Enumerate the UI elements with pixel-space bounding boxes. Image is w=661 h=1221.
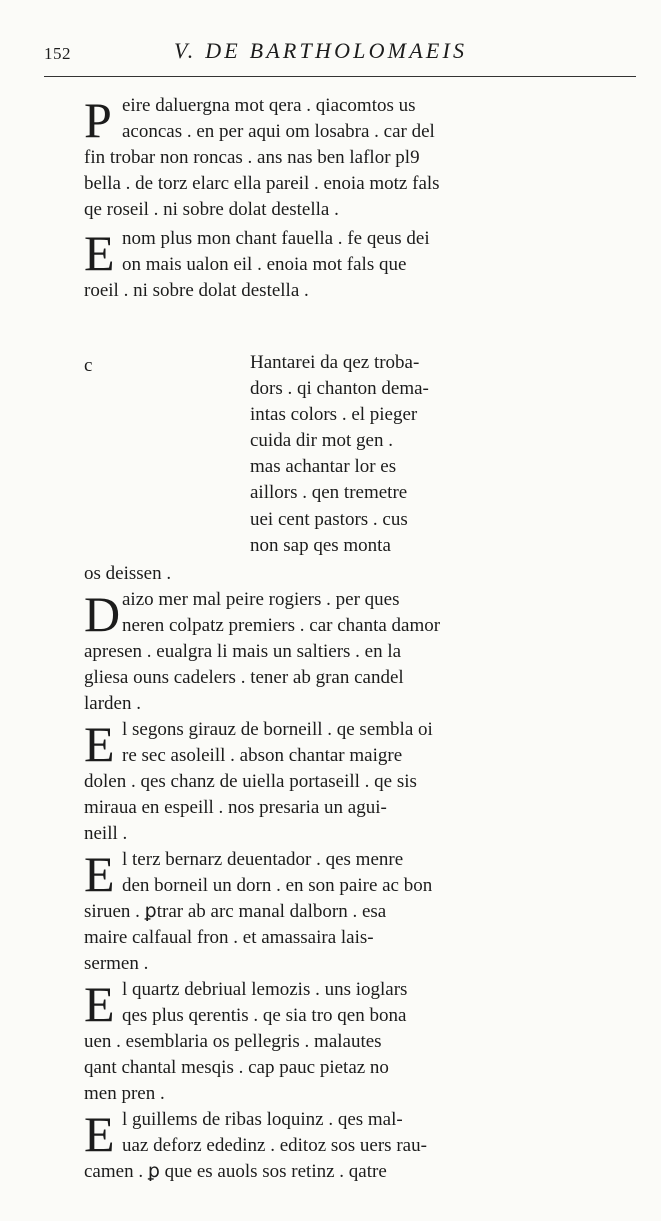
text-line: uei cent pastors . cus — [250, 508, 408, 530]
text-line: maire calfaual fron . et amassaira lais- — [84, 927, 374, 948]
text-line: l quartz debriual lemozis . uns ioglars — [122, 979, 408, 1000]
text-line: on mais ualon eil . enoia mot fals que — [122, 254, 407, 275]
text-line: aconcas . en per aqui om losabra . car del — [122, 121, 435, 142]
text-line: aizo mer mal peire rogiers . per ques — [122, 589, 400, 610]
text-line: miraua en espeill . nos presaria un agui- — [84, 797, 387, 818]
text-line: nom plus mon chant fauella . fe qeus dei — [122, 228, 430, 249]
text-line: larden . — [84, 693, 141, 714]
stanza-7 — [84, 1107, 564, 1185]
text-line: intas colors . el pieger — [250, 404, 418, 426]
drop-initial: E — [84, 846, 115, 902]
initial-placeholder: c — [84, 355, 93, 376]
text-line: os deissen . — [84, 563, 172, 584]
verse-block — [250, 350, 429, 559]
text-line: cuida dir mot gen . — [250, 430, 393, 452]
page-number: 152 — [44, 44, 71, 63]
stanza-4 — [84, 717, 564, 847]
drop-initial: D — [84, 586, 121, 642]
text-line: gliesa ouns cadelers . tener ab gran candel — [84, 667, 404, 688]
header-rule — [44, 76, 636, 77]
text-line: apresen . eualgra li mais un saltiers . en la — [84, 641, 402, 662]
text-line: men pren . — [84, 1083, 165, 1104]
text-line: qant chantal mesqis . cap pauc pietaz no — [84, 1057, 389, 1078]
text-line: eire daluergna mot qera . qiacomtos us — [122, 95, 416, 116]
text-line: dolen . qes chanz de uiella portaseill . qe sis — [84, 771, 417, 792]
drop-initial: P — [84, 92, 112, 148]
stanza-2 — [84, 226, 564, 304]
text-line: roeil . ni sobre dolat destella . — [84, 280, 309, 301]
page-header — [44, 38, 636, 68]
text-line: bella . de torz elarc ella pareil . enoia motz fals — [84, 173, 440, 194]
text-line: qe roseil . ni sobre dolat destella . — [84, 199, 339, 220]
text-line: non sap qes monta — [250, 534, 391, 556]
text-line: neren colpatz premiers . car chanta damor — [122, 615, 441, 636]
running-head: V. DE BARTHOLOMAEIS — [174, 38, 468, 63]
text-line: uaz deforz ededinz . editoz sos uers rau- — [122, 1135, 427, 1156]
text-line: l terz bernarz deuentador . qes menre — [122, 849, 404, 870]
text-line: qes plus qerentis . qe sia tro qen bona — [122, 1005, 407, 1026]
text-line: mas achantar lor es — [250, 456, 397, 478]
text-line: camen . ꝑ que es auols sos retinz . qatre — [84, 1161, 387, 1182]
text-line: den borneil un dorn . en son paire ac bon — [122, 875, 433, 896]
text-line: aillors . qen tremetre — [250, 482, 408, 504]
text-line: neill . — [84, 823, 128, 844]
stanza-6 — [84, 977, 564, 1107]
text-line: dors . qi chanton dema- — [250, 378, 429, 400]
drop-initial: E — [84, 225, 115, 281]
stanza-5 — [84, 847, 564, 977]
text-line: re sec asoleill . abson chantar maigre — [122, 745, 403, 766]
text-line: l segons girauz de borneill . qe sembla oi — [122, 719, 433, 740]
stanza-1 — [84, 93, 564, 223]
text-line: sermen . — [84, 953, 149, 974]
text-line: uen . esemblaria os pellegris . malautes — [84, 1031, 382, 1052]
drop-initial: E — [84, 1106, 115, 1162]
text-line: siruen . ꝑtrar ab arc manal dalborn . esa — [84, 901, 387, 922]
stanza-3 — [84, 587, 564, 717]
text-line: Hantarei da qez troba- — [250, 352, 420, 373]
drop-initial: E — [84, 716, 115, 772]
text-line: fin trobar non roncas . ans nas ben laflor pl9 — [84, 147, 420, 168]
text-line: l guillems de ribas loquinz . qes mal- — [122, 1109, 403, 1130]
verse-tail — [84, 561, 564, 587]
drop-initial: E — [84, 976, 115, 1032]
